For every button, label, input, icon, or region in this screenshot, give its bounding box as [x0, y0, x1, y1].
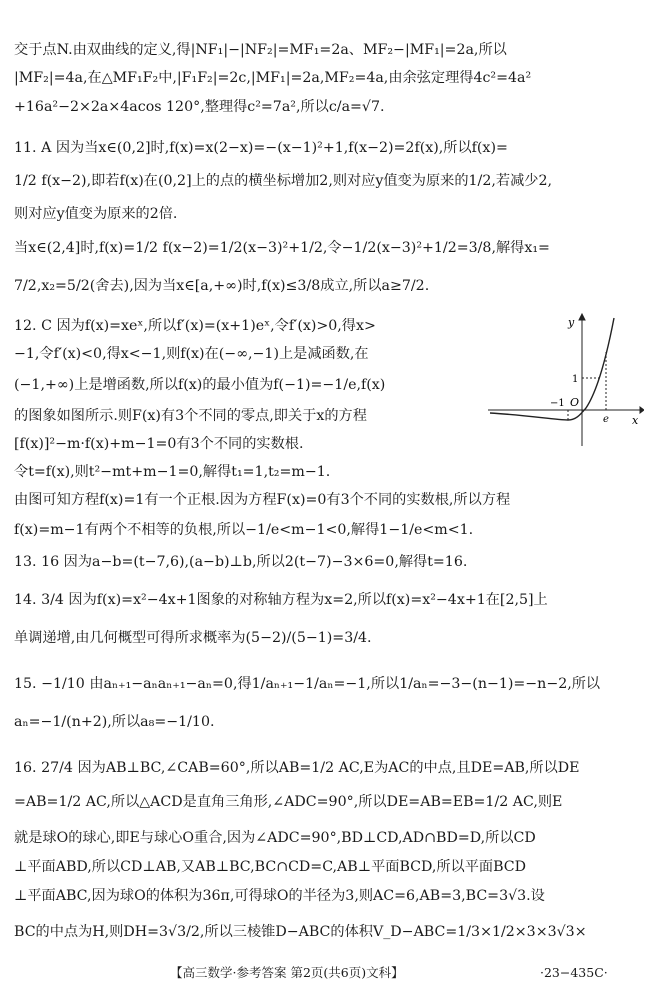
text-line: 令t=f(x),则t²−mt+m−1=0,解得t₁=1,t₂=m−1.: [14, 464, 331, 480]
q13-line: 13. 16 因为a−b=(t−7,6),(a−b)⊥b,所以2(t−7)−3×6=0,解得t=16.: [14, 554, 468, 570]
q12-line: 12. C 因为f(x)=xeˣ,所以f′(x)=(x+1)eˣ,令f′(x)>0,得x>: [14, 318, 376, 334]
x-axis-label: x: [632, 414, 639, 427]
text-line: (−1,+∞)上是增函数,所以f(x)的最小值为f(−1)=−1/e,f(x): [14, 377, 386, 393]
text-line: 当x∈(2,4]时,f(x)=1/2 f(x−2)=1/2(x−3)²+1/2,令−1/2(x−3)²+1/2=3/8,解得x₁=: [14, 240, 550, 256]
text-line: [f(x)]²−m·f(x)+m−1=0有3个不同的实数根.: [14, 436, 304, 452]
q15-line: 15. −1/10 由aₙ₊₁−aₙaₙ₊₁−aₙ=0,得1/aₙ₊₁−1/aₙ=−1,所以1/aₙ=−3−(n−1)=−n−2,所以: [14, 676, 601, 692]
text-line: 由图可知方程f(x)=1有一个正根.因为方程F(x)=0有3个不同的实数根,所以方程: [14, 492, 511, 508]
q14-line: 14. 3/4 因为f(x)=x²−4x+1图象的对称轴方程为x=2,所以f(x)=x²−4x+1在[2,5]上: [14, 592, 548, 608]
text-line: 就是球O的球心,即E与球心O重合,因为∠ADC=90°,BD⊥CD,AD∩BD=D,所以CD: [14, 830, 536, 846]
tick-label-neg1: −1: [550, 398, 565, 409]
text-line: −1,令f′(x)<0,得x<−1,则f(x)在(−∞,−1)上是减函数,在: [14, 346, 369, 362]
text-line: 7/2,x₂=5/2(舍去),因为当x∈[a,+∞)时,f(x)≤3/8成立,所以a≥7/2.: [14, 278, 430, 294]
page-footer: [0, 962, 651, 984]
text-line: 交于点N.由双曲线的定义,得|NF₁|−|NF₂|=MF₁=2a、MF₂−|MF₁|=2a,所以: [14, 42, 507, 58]
footer-code: ·23−435C·: [540, 965, 608, 980]
text-line: 单调递增,由几何概型可得所求概率为(5−2)/(5−1)=3/4.: [14, 630, 372, 646]
text-line: ⊥平面ABC,因为球O的体积为36π,可得球O的半径为3,则AC=6,AB=3,BC=3√3.设: [14, 888, 545, 904]
text-line: 则对应y值变为原来的2倍.: [14, 206, 178, 222]
text-line: aₙ=−1/(n+2),所以a₈=−1/10.: [14, 714, 215, 730]
text-line: BC的中点为H,则DH=3√3/2,所以三棱锥D−ABC的体积V_D−ABC=1/3×1/2×3×3√3×: [14, 924, 587, 940]
function-graph-figure: [486, 312, 644, 450]
text-line: 的图象如图所示.则F(x)有3个不同的零点,即关于x的方程: [14, 408, 367, 424]
text-line: =AB=1/2 AC,所以△ACD是直角三角形,∠ADC=90°,所以DE=AB=EB=1/2 AC,则E: [14, 794, 563, 810]
tick-label-1: 1: [572, 374, 579, 385]
text-line: f(x)=m−1有两个不相等的负根,所以−1/e<m−1<0,解得1−1/e<m<1.: [14, 522, 474, 538]
text-line: |MF₂|=4a,在△MF₁F₂中,|F₁F₂|=2c,|MF₁|=2a,MF₂=4a,由余弦定理得4c²=4a²: [14, 70, 532, 86]
x-axis-arrow: [640, 407, 644, 413]
text-line: ⊥平面ABD,所以CD⊥AB,又AB⊥BC,BC∩CD=C,AB⊥平面BCD,所以平面BCD: [14, 859, 527, 875]
q11-line: 11. A 因为当x∈(0,2]时,f(x)=x(2−x)=−(x−1)²+1,f(x−2)=2f(x),所以f(x)=: [14, 140, 508, 156]
y-axis-arrow: [579, 314, 585, 320]
text-line: 1/2 f(x−2),即若f(x)在(0,2]上的点的横坐标增加2,则对应y值变为原来的1/2,若减少2,: [14, 173, 552, 189]
tick-label-e: e: [603, 414, 609, 425]
q16-line: 16. 27/4 因为AB⊥BC,∠CAB=60°,所以AB=1/2 AC,E为AC的中点,且DE=AB,所以DE: [14, 760, 580, 776]
footer-title: 【高三数学·参考答案 第2页(共6页)文科】: [170, 965, 404, 980]
origin-label: O: [570, 396, 580, 409]
y-axis-label: y: [568, 316, 575, 329]
text-line: +16a²−2×2a×4acos 120°,整理得c²=7a²,所以c/a=√7.: [14, 99, 385, 115]
